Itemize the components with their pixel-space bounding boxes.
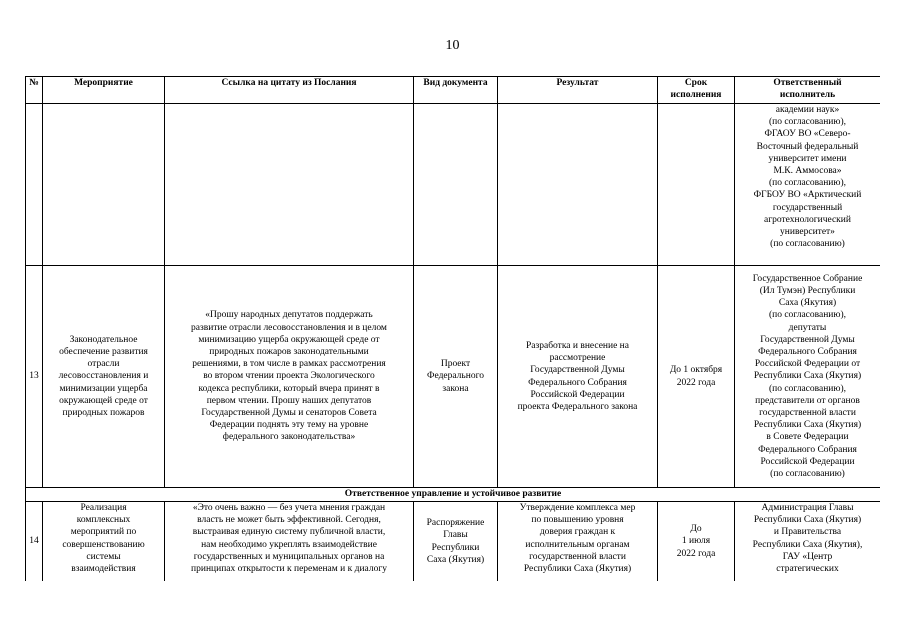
- cell-number: 13: [26, 266, 43, 488]
- cell-event: Реализация комплексных мероприятий по совершенствованию системы взаимодействия: [43, 502, 165, 582]
- measures-table: [25, 76, 880, 581]
- document-table-container: [25, 76, 880, 581]
- table-header-row: [26, 77, 881, 104]
- table-row-continued: [26, 104, 881, 266]
- header-deadline: Срок исполнения: [658, 77, 735, 104]
- header-number: №: [26, 77, 43, 104]
- cell-quote: «Прошу народных депутатов поддержать развитие отрасли лесовосстановления и в целом минимизацию ущерба окружающей среде от природных пожаров законодательными решениями, в том числе в рамках рассмотрения во втором чтении проекта Экологического кодекса республики, который вчера принят в первом чтении. Прошу наших депутатов Государственной Думы и сенаторов Совета Федерации поднять эту тему на уровне федерального законодательства»: [165, 266, 414, 488]
- header-doc-type: Вид документа: [414, 77, 498, 104]
- section-title: Ответственное управление и устойчивое развитие: [26, 488, 881, 502]
- cell-doc-type: Проект Федерального закона: [414, 266, 498, 488]
- cell-empty: [43, 104, 165, 266]
- cell-quote: «Это очень важно — без учета мнения граждан власть не может быть эффективной. Сегодня, выстраивая единую систему публичной власти, нам необходимо укреплять взаимодействие государственных и муниципальных органов на принципах открытости к переменам и к диалогу: [165, 502, 414, 582]
- cell-responsible: Администрация Главы Республики Саха (Якутия) и Правительства Республики Саха (Якутия), ГАУ «Центр стратегических: [735, 502, 881, 582]
- cell-deadline: До 1 октября 2022 года: [658, 266, 735, 488]
- cell-number: 14: [26, 502, 43, 582]
- cell-responsible-continued: академии наук» (по согласованию), ФГАОУ ВО «Северо- Восточный федеральный университет имени М.К. Аммосова» (по согласованию), ФГБОУ ВО «Арктический государственный агротехнологический университет» (по согласованию): [735, 104, 881, 266]
- section-header-row: [26, 488, 881, 502]
- header-result: Результат: [498, 77, 658, 104]
- cell-empty: [165, 104, 414, 266]
- cell-empty: [658, 104, 735, 266]
- cell-empty: [498, 104, 658, 266]
- cell-responsible: Государственное Собрание (Ил Тумэн) Республики Саха (Якутия) (по согласованию), депутаты Государственной Думы Федерального Собрания Российской Федерации от Республики Саха (Якутия) (по согласованию), представители от органов государственной власти Республики Саха (Якутия) в Совете Федерации Федерального Собрания Российской Федерации (по согласованию): [735, 266, 881, 488]
- cell-deadline: До 1 июля 2022 года: [658, 502, 735, 582]
- table-row-13: [26, 266, 881, 488]
- table-row-14: [26, 502, 881, 582]
- cell-empty: [414, 104, 498, 266]
- cell-empty: [26, 104, 43, 266]
- cell-result: Утверждение комплекса мер по повышению уровня доверия граждан к исполнительным органам государственной власти Республики Саха (Якутия): [498, 502, 658, 582]
- cell-doc-type: Распоряжение Главы Республики Саха (Якутия): [414, 502, 498, 582]
- cell-result: Разработка и внесение на рассмотрение Государственной Думы Федерального Собрания Российской Федерации проекта Федерального закона: [498, 266, 658, 488]
- cell-event: Законодательное обеспечение развития отрасли лесовосстановления и минимизации ущерба окружающей среде от природных пожаров: [43, 266, 165, 488]
- header-event: Мероприятие: [43, 77, 165, 104]
- page-number: 10: [445, 38, 460, 53]
- header-responsible: Ответственный исполнитель: [735, 77, 881, 104]
- header-quote: Ссылка на цитату из Послания: [165, 77, 414, 104]
